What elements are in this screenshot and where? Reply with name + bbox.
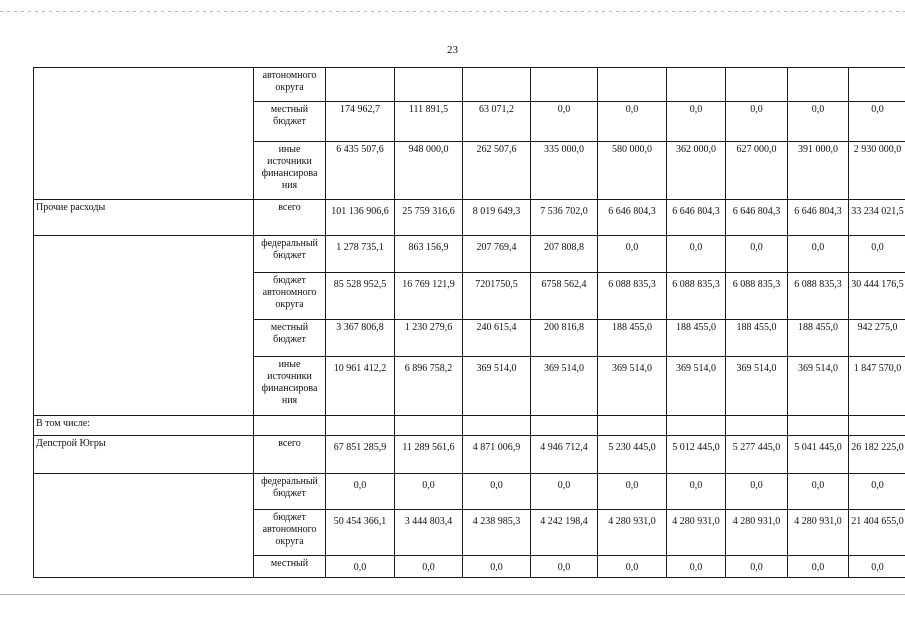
value-cell: 0,0 xyxy=(849,556,905,578)
value-cell: 4 280 931,0 xyxy=(726,510,788,556)
value-cell: 16 769 121,9 xyxy=(395,273,463,320)
value-cell: 0,0 xyxy=(531,102,598,142)
value-cell: 0,0 xyxy=(726,474,788,510)
table-row xyxy=(34,200,905,236)
value-cell: 6 896 758,2 xyxy=(395,357,463,416)
source-cell: всего xyxy=(254,200,326,236)
value-cell: 5 277 445,0 xyxy=(726,436,788,474)
value-cell: 0,0 xyxy=(849,474,905,510)
value-cell: 0,0 xyxy=(531,556,598,578)
value-cell xyxy=(395,68,463,102)
value-cell: 0,0 xyxy=(788,236,849,273)
value-cell xyxy=(326,416,395,436)
value-cell: 3 367 806,8 xyxy=(326,320,395,357)
value-cell xyxy=(849,68,905,102)
value-cell xyxy=(531,68,598,102)
value-cell: 627 000,0 xyxy=(726,142,788,200)
source-cell: автономного округа xyxy=(254,68,326,102)
value-cell: 240 615,4 xyxy=(463,320,531,357)
scan-edge-top xyxy=(0,11,905,12)
value-cell: 0,0 xyxy=(598,236,667,273)
row-name-cell xyxy=(34,236,254,416)
value-cell: 863 156,9 xyxy=(395,236,463,273)
value-cell: 50 454 366,1 xyxy=(326,510,395,556)
value-cell xyxy=(598,68,667,102)
value-cell: 6758 562,4 xyxy=(531,273,598,320)
source-cell: федеральный бюджет xyxy=(254,474,326,510)
value-cell xyxy=(726,68,788,102)
scan-edge-bottom xyxy=(0,594,905,595)
source-cell: федеральный бюджет xyxy=(254,236,326,273)
budget-table xyxy=(33,67,905,578)
value-cell: 4 280 931,0 xyxy=(598,510,667,556)
value-cell: 4 238 985,3 xyxy=(463,510,531,556)
value-cell: 5 012 445,0 xyxy=(667,436,726,474)
value-cell xyxy=(788,68,849,102)
value-cell: 207 769,4 xyxy=(463,236,531,273)
value-cell: 0,0 xyxy=(667,102,726,142)
value-cell: 4 871 006,9 xyxy=(463,436,531,474)
value-cell: 0,0 xyxy=(326,556,395,578)
value-cell: 188 455,0 xyxy=(726,320,788,357)
source-cell: иные источники финансирова ния xyxy=(254,357,326,416)
value-cell: 369 514,0 xyxy=(463,357,531,416)
value-cell: 6 088 835,3 xyxy=(598,273,667,320)
value-cell: 580 000,0 xyxy=(598,142,667,200)
row-name-cell xyxy=(34,474,254,578)
table-row xyxy=(34,236,905,273)
value-cell: 0,0 xyxy=(598,474,667,510)
table-row xyxy=(34,474,905,510)
value-cell xyxy=(788,416,849,436)
value-cell: 0,0 xyxy=(788,102,849,142)
value-cell: 8 019 649,3 xyxy=(463,200,531,236)
table-row xyxy=(34,436,905,474)
value-cell: 0,0 xyxy=(463,556,531,578)
value-cell xyxy=(667,68,726,102)
value-cell: 85 528 952,5 xyxy=(326,273,395,320)
source-cell: всего xyxy=(254,436,326,474)
value-cell: 4 242 198,4 xyxy=(531,510,598,556)
value-cell: 391 000,0 xyxy=(788,142,849,200)
row-name-cell: Депстрой Югры xyxy=(34,436,254,474)
value-cell xyxy=(326,68,395,102)
value-cell: 369 514,0 xyxy=(667,357,726,416)
value-cell xyxy=(849,416,905,436)
value-cell xyxy=(667,416,726,436)
source-cell: местный бюджет xyxy=(254,320,326,357)
value-cell: 6 435 507,6 xyxy=(326,142,395,200)
value-cell: 7 536 702,0 xyxy=(531,200,598,236)
value-cell: 1 847 570,0 xyxy=(849,357,905,416)
row-name-cell: В том числе: xyxy=(34,416,254,436)
value-cell: 0,0 xyxy=(726,102,788,142)
value-cell: 262 507,6 xyxy=(463,142,531,200)
value-cell: 3 444 803,4 xyxy=(395,510,463,556)
value-cell xyxy=(531,416,598,436)
value-cell xyxy=(463,68,531,102)
value-cell xyxy=(463,416,531,436)
value-cell: 369 514,0 xyxy=(531,357,598,416)
value-cell: 0,0 xyxy=(667,556,726,578)
value-cell: 0,0 xyxy=(726,556,788,578)
value-cell: 111 891,5 xyxy=(395,102,463,142)
value-cell: 26 182 225,0 xyxy=(849,436,905,474)
value-cell: 10 961 412,2 xyxy=(326,357,395,416)
value-cell: 5 230 445,0 xyxy=(598,436,667,474)
value-cell: 21 404 655,0 xyxy=(849,510,905,556)
value-cell: 0,0 xyxy=(726,236,788,273)
value-cell: 0,0 xyxy=(598,556,667,578)
value-cell: 0,0 xyxy=(598,102,667,142)
source-cell: местный бюджет xyxy=(254,102,326,142)
value-cell: 362 000,0 xyxy=(667,142,726,200)
value-cell: 0,0 xyxy=(395,556,463,578)
value-cell: 6 646 804,3 xyxy=(726,200,788,236)
value-cell: 207 808,8 xyxy=(531,236,598,273)
row-name-cell: Прочие расходы xyxy=(34,200,254,236)
value-cell: 0,0 xyxy=(531,474,598,510)
page-number: 23 xyxy=(447,44,458,56)
value-cell: 63 071,2 xyxy=(463,102,531,142)
value-cell: 4 946 712,4 xyxy=(531,436,598,474)
table-row xyxy=(34,416,905,436)
value-cell: 942 275,0 xyxy=(849,320,905,357)
value-cell: 948 000,0 xyxy=(395,142,463,200)
value-cell: 1 230 279,6 xyxy=(395,320,463,357)
value-cell: 67 851 285,9 xyxy=(326,436,395,474)
value-cell: 188 455,0 xyxy=(598,320,667,357)
value-cell: 7201750,5 xyxy=(463,273,531,320)
row-name-cell xyxy=(34,68,254,200)
value-cell: 188 455,0 xyxy=(667,320,726,357)
value-cell: 6 088 835,3 xyxy=(667,273,726,320)
value-cell: 4 280 931,0 xyxy=(788,510,849,556)
value-cell: 6 088 835,3 xyxy=(726,273,788,320)
value-cell: 6 088 835,3 xyxy=(788,273,849,320)
value-cell: 0,0 xyxy=(463,474,531,510)
table-row xyxy=(34,68,905,102)
value-cell: 2 930 000,0 xyxy=(849,142,905,200)
value-cell: 30 444 176,5 xyxy=(849,273,905,320)
value-cell: 6 646 804,3 xyxy=(788,200,849,236)
value-cell: 4 280 931,0 xyxy=(667,510,726,556)
value-cell: 11 289 561,6 xyxy=(395,436,463,474)
source-cell: бюджет автономного округа xyxy=(254,510,326,556)
value-cell xyxy=(598,416,667,436)
value-cell: 369 514,0 xyxy=(726,357,788,416)
value-cell: 0,0 xyxy=(849,102,905,142)
source-cell: бюджет автономного округа xyxy=(254,273,326,320)
value-cell: 0,0 xyxy=(788,556,849,578)
source-cell: местный xyxy=(254,556,326,578)
value-cell: 0,0 xyxy=(667,236,726,273)
value-cell: 33 234 021,5 xyxy=(849,200,905,236)
value-cell: 0,0 xyxy=(326,474,395,510)
value-cell: 25 759 316,6 xyxy=(395,200,463,236)
value-cell: 174 962,7 xyxy=(326,102,395,142)
value-cell: 369 514,0 xyxy=(788,357,849,416)
value-cell: 369 514,0 xyxy=(598,357,667,416)
value-cell: 1 278 735,1 xyxy=(326,236,395,273)
value-cell xyxy=(726,416,788,436)
value-cell: 0,0 xyxy=(395,474,463,510)
value-cell: 6 646 804,3 xyxy=(598,200,667,236)
value-cell: 6 646 804,3 xyxy=(667,200,726,236)
source-cell xyxy=(254,416,326,436)
value-cell: 101 136 906,6 xyxy=(326,200,395,236)
value-cell xyxy=(395,416,463,436)
value-cell: 0,0 xyxy=(667,474,726,510)
source-cell: иные источники финансирова ния xyxy=(254,142,326,200)
value-cell: 5 041 445,0 xyxy=(788,436,849,474)
value-cell: 200 816,8 xyxy=(531,320,598,357)
value-cell: 0,0 xyxy=(788,474,849,510)
value-cell: 335 000,0 xyxy=(531,142,598,200)
value-cell: 0,0 xyxy=(849,236,905,273)
value-cell: 188 455,0 xyxy=(788,320,849,357)
